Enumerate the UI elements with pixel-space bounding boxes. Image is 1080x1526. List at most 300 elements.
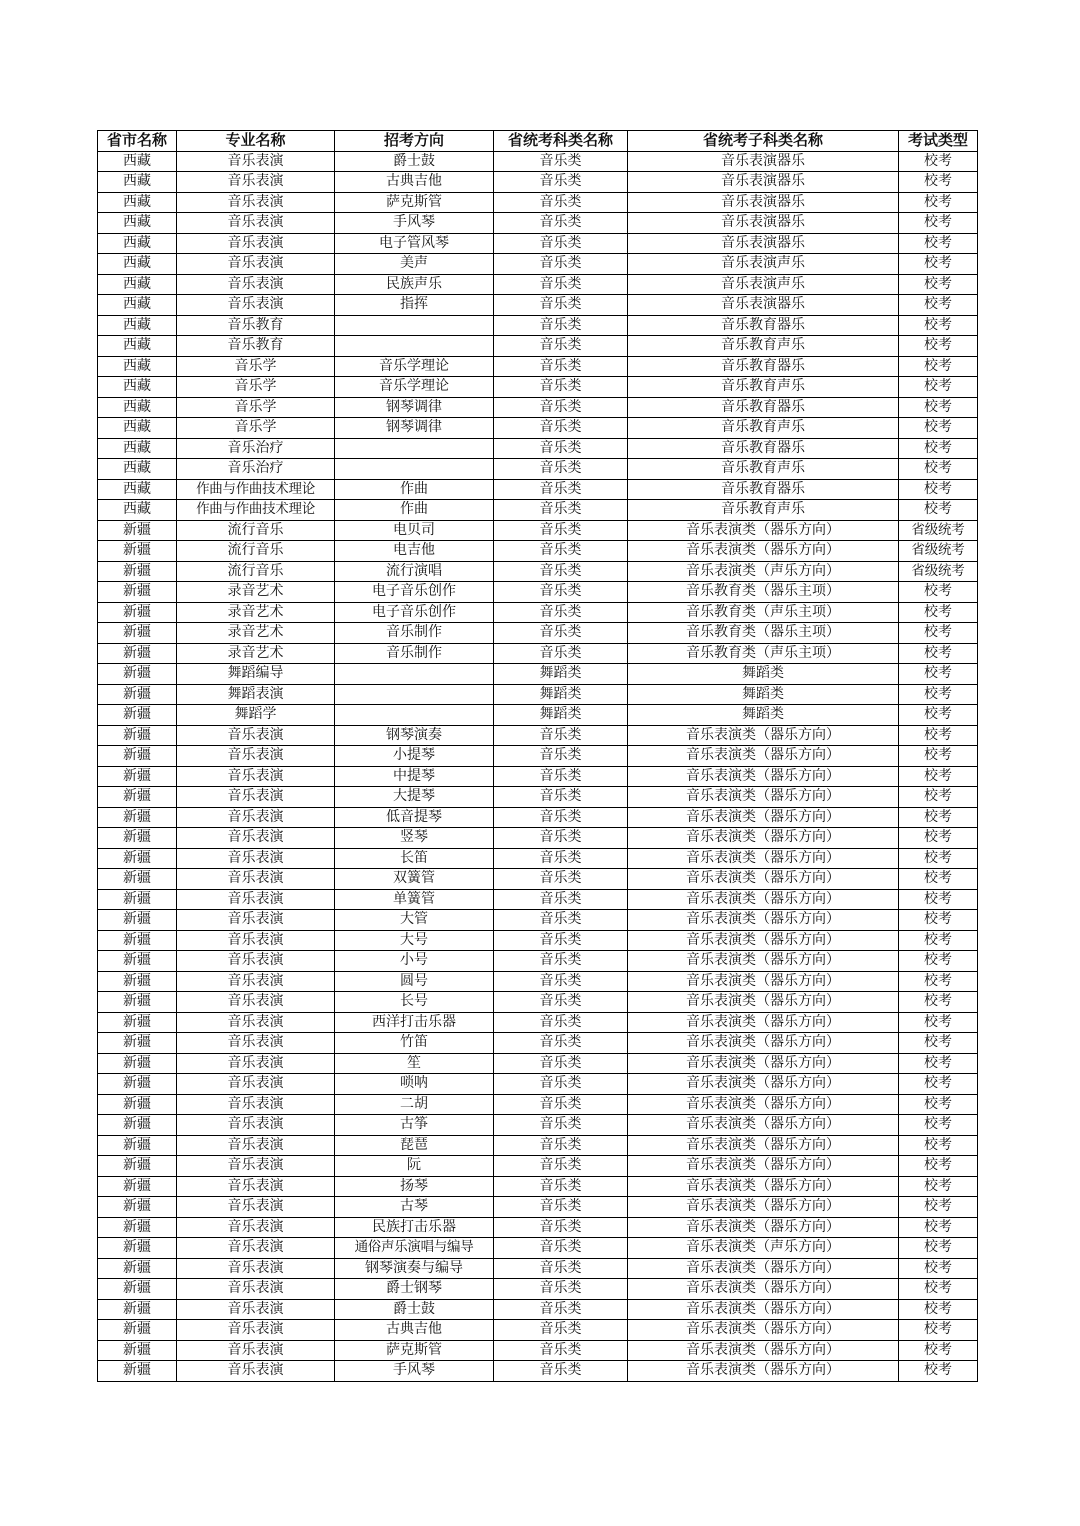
category-cell: 音乐类	[494, 1320, 628, 1341]
subcategory-cell: 音乐表演类（器乐方向）	[628, 1197, 899, 1218]
exam-type-cell: 校考	[899, 151, 978, 172]
subcategory-cell: 音乐表演类（器乐方向）	[628, 1176, 899, 1197]
category-cell: 音乐类	[494, 1299, 628, 1320]
direction-cell: 电贝司	[335, 520, 494, 541]
major-cell: 音乐表演	[177, 1320, 335, 1341]
major-cell: 音乐表演	[177, 746, 335, 767]
table-row	[98, 336, 978, 357]
category-cell: 音乐类	[494, 807, 628, 828]
table-row	[98, 356, 978, 377]
subcategory-cell: 音乐表演声乐	[628, 274, 899, 295]
major-cell: 音乐表演	[177, 1299, 335, 1320]
major-cell: 音乐表演	[177, 295, 335, 316]
table-row	[98, 889, 978, 910]
major-cell: 音乐表演	[177, 172, 335, 193]
major-cell: 音乐学	[177, 397, 335, 418]
major-cell: 音乐表演	[177, 971, 335, 992]
table-row	[98, 582, 978, 603]
category-cell: 音乐类	[494, 582, 628, 603]
province-cell: 新疆	[98, 725, 177, 746]
direction-cell: 笙	[335, 1053, 494, 1074]
category-cell: 音乐类	[494, 274, 628, 295]
province-cell: 新疆	[98, 1258, 177, 1279]
subcategory-cell: 音乐表演类（器乐方向）	[628, 787, 899, 808]
subcategory-cell: 音乐表演类（器乐方向）	[628, 869, 899, 890]
category-cell: 音乐类	[494, 930, 628, 951]
table-row	[98, 1320, 978, 1341]
table-row	[98, 1053, 978, 1074]
exam-type-cell: 校考	[899, 1033, 978, 1054]
category-cell: 音乐类	[494, 561, 628, 582]
direction-cell: 手风琴	[335, 213, 494, 234]
header-major: 专业名称	[177, 131, 335, 152]
category-cell: 音乐类	[494, 643, 628, 664]
province-cell: 西藏	[98, 254, 177, 275]
province-cell: 西藏	[98, 274, 177, 295]
province-cell: 西藏	[98, 438, 177, 459]
exam-type-cell: 校考	[899, 725, 978, 746]
direction-cell	[335, 438, 494, 459]
major-cell: 音乐学	[177, 356, 335, 377]
major-cell: 音乐教育	[177, 315, 335, 336]
province-cell: 新疆	[98, 1279, 177, 1300]
major-cell: 音乐学	[177, 377, 335, 398]
exam-type-cell: 校考	[899, 746, 978, 767]
table-row	[98, 1279, 978, 1300]
subcategory-cell: 音乐表演类（器乐方向）	[628, 1115, 899, 1136]
exam-type-cell: 校考	[899, 479, 978, 500]
subcategory-cell: 音乐表演类（器乐方向）	[628, 1279, 899, 1300]
major-cell: 舞蹈学	[177, 705, 335, 726]
direction-cell: 爵士鼓	[335, 151, 494, 172]
category-cell: 音乐类	[494, 910, 628, 931]
province-cell: 新疆	[98, 746, 177, 767]
table-row	[98, 151, 978, 172]
exam-type-cell: 校考	[899, 1361, 978, 1382]
subcategory-cell: 音乐表演类（声乐方向）	[628, 561, 899, 582]
category-cell: 音乐类	[494, 766, 628, 787]
exam-type-cell: 校考	[899, 1238, 978, 1259]
subcategory-cell: 音乐表演类（器乐方向）	[628, 1217, 899, 1238]
table-row	[98, 213, 978, 234]
major-cell: 作曲与作曲技术理论	[177, 500, 335, 521]
exam-type-cell: 校考	[899, 971, 978, 992]
exam-type-cell: 校考	[899, 930, 978, 951]
table-row	[98, 602, 978, 623]
direction-cell: 音乐学理论	[335, 377, 494, 398]
category-cell: 音乐类	[494, 623, 628, 644]
province-cell: 新疆	[98, 1217, 177, 1238]
major-cell: 音乐表演	[177, 1135, 335, 1156]
direction-cell: 音乐制作	[335, 623, 494, 644]
direction-cell: 琵琶	[335, 1135, 494, 1156]
major-cell: 音乐表演	[177, 1361, 335, 1382]
direction-cell: 中提琴	[335, 766, 494, 787]
category-cell: 音乐类	[494, 315, 628, 336]
major-cell: 音乐表演	[177, 1176, 335, 1197]
category-cell: 音乐类	[494, 869, 628, 890]
table-row	[98, 172, 978, 193]
direction-cell	[335, 459, 494, 480]
exam-type-cell: 校考	[899, 1053, 978, 1074]
subcategory-cell: 音乐表演类（器乐方向）	[628, 1053, 899, 1074]
category-cell: 音乐类	[494, 1115, 628, 1136]
direction-cell: 古筝	[335, 1115, 494, 1136]
exam-type-cell: 校考	[899, 397, 978, 418]
category-cell: 音乐类	[494, 438, 628, 459]
province-cell: 新疆	[98, 664, 177, 685]
category-cell: 音乐类	[494, 192, 628, 213]
exam-type-cell: 校考	[899, 295, 978, 316]
exam-type-cell: 省级统考	[899, 561, 978, 582]
exam-type-cell: 校考	[899, 951, 978, 972]
direction-cell: 单簧管	[335, 889, 494, 910]
category-cell: 音乐类	[494, 172, 628, 193]
direction-cell: 电子音乐创作	[335, 582, 494, 603]
category-cell: 音乐类	[494, 397, 628, 418]
table-row	[98, 295, 978, 316]
direction-cell	[335, 315, 494, 336]
table-row	[98, 377, 978, 398]
direction-cell	[335, 705, 494, 726]
table-row	[98, 520, 978, 541]
major-cell: 音乐表演	[177, 1197, 335, 1218]
direction-cell: 作曲	[335, 479, 494, 500]
exam-type-cell: 校考	[899, 459, 978, 480]
subcategory-cell: 音乐表演器乐	[628, 192, 899, 213]
major-cell: 音乐教育	[177, 336, 335, 357]
subcategory-cell: 音乐表演类（器乐方向）	[628, 992, 899, 1013]
exam-type-cell: 校考	[899, 418, 978, 439]
major-cell: 舞蹈表演	[177, 684, 335, 705]
exam-type-cell: 校考	[899, 623, 978, 644]
direction-cell	[335, 664, 494, 685]
subcategory-cell: 音乐教育器乐	[628, 479, 899, 500]
exam-type-cell: 校考	[899, 1115, 978, 1136]
table-row	[98, 684, 978, 705]
province-cell: 新疆	[98, 1033, 177, 1054]
table-row	[98, 459, 978, 480]
exam-type-cell: 校考	[899, 192, 978, 213]
subcategory-cell: 舞蹈类	[628, 664, 899, 685]
table-row	[98, 274, 978, 295]
table-row	[98, 561, 978, 582]
category-cell: 音乐类	[494, 1361, 628, 1382]
category-cell: 音乐类	[494, 520, 628, 541]
exam-type-cell: 省级统考	[899, 520, 978, 541]
subcategory-cell: 音乐表演类（器乐方向）	[628, 725, 899, 746]
table-row	[98, 1340, 978, 1361]
exam-type-cell: 校考	[899, 356, 978, 377]
subcategory-cell: 音乐表演类（器乐方向）	[628, 848, 899, 869]
table-row	[98, 1135, 978, 1156]
exam-type-cell: 校考	[899, 274, 978, 295]
province-cell: 西藏	[98, 356, 177, 377]
table-row	[98, 971, 978, 992]
table-row	[98, 1094, 978, 1115]
category-cell: 音乐类	[494, 1176, 628, 1197]
province-cell: 新疆	[98, 1238, 177, 1259]
exam-type-cell: 校考	[899, 172, 978, 193]
subcategory-cell: 音乐教育声乐	[628, 336, 899, 357]
exam-type-cell: 校考	[899, 684, 978, 705]
table-row	[98, 828, 978, 849]
exam-type-cell: 校考	[899, 1279, 978, 1300]
major-cell: 音乐表演	[177, 1238, 335, 1259]
table-row	[98, 725, 978, 746]
exam-type-cell: 校考	[899, 1156, 978, 1177]
major-cell: 作曲与作曲技术理论	[177, 479, 335, 500]
major-cell: 录音艺术	[177, 582, 335, 603]
province-cell: 新疆	[98, 848, 177, 869]
exam-type-cell: 校考	[899, 1176, 978, 1197]
table-row	[98, 1197, 978, 1218]
category-cell: 音乐类	[494, 479, 628, 500]
category-cell: 音乐类	[494, 1074, 628, 1095]
category-cell: 音乐类	[494, 1012, 628, 1033]
major-cell: 音乐表演	[177, 889, 335, 910]
table-row	[98, 397, 978, 418]
province-cell: 新疆	[98, 1012, 177, 1033]
category-cell: 音乐类	[494, 418, 628, 439]
province-cell: 新疆	[98, 623, 177, 644]
major-cell: 音乐表演	[177, 1033, 335, 1054]
table-row	[98, 746, 978, 767]
province-cell: 新疆	[98, 930, 177, 951]
major-cell: 音乐表演	[177, 1012, 335, 1033]
exam-type-cell: 校考	[899, 233, 978, 254]
table-header	[98, 131, 978, 152]
major-cell: 录音艺术	[177, 643, 335, 664]
exam-type-cell: 校考	[899, 582, 978, 603]
table-row	[98, 233, 978, 254]
province-cell: 西藏	[98, 418, 177, 439]
major-cell: 音乐表演	[177, 274, 335, 295]
exam-type-cell: 校考	[899, 1320, 978, 1341]
province-cell: 新疆	[98, 1135, 177, 1156]
subcategory-cell: 音乐表演类（器乐方向）	[628, 1156, 899, 1177]
major-cell: 音乐表演	[177, 725, 335, 746]
exam-type-cell: 校考	[899, 807, 978, 828]
major-cell: 流行音乐	[177, 541, 335, 562]
direction-cell: 低音提琴	[335, 807, 494, 828]
admissions-table	[97, 130, 978, 1382]
subcategory-cell: 音乐表演类（器乐方向）	[628, 971, 899, 992]
major-cell: 音乐表演	[177, 1094, 335, 1115]
subcategory-cell: 音乐表演器乐	[628, 213, 899, 234]
province-cell: 西藏	[98, 295, 177, 316]
major-cell: 流行音乐	[177, 520, 335, 541]
category-cell: 音乐类	[494, 500, 628, 521]
category-cell: 音乐类	[494, 254, 628, 275]
table-row	[98, 479, 978, 500]
table-row	[98, 1074, 978, 1095]
subcategory-cell: 音乐表演类（器乐方向）	[628, 828, 899, 849]
table-row	[98, 705, 978, 726]
subcategory-cell: 音乐表演类（器乐方向）	[628, 1340, 899, 1361]
table-row	[98, 664, 978, 685]
province-cell: 新疆	[98, 1156, 177, 1177]
header-direction: 招考方向	[335, 131, 494, 152]
category-cell: 舞蹈类	[494, 705, 628, 726]
direction-cell: 大提琴	[335, 787, 494, 808]
subcategory-cell: 音乐教育类（声乐主项）	[628, 643, 899, 664]
direction-cell: 爵士鼓	[335, 1299, 494, 1320]
major-cell: 音乐表演	[177, 766, 335, 787]
province-cell: 新疆	[98, 520, 177, 541]
direction-cell: 萨克斯管	[335, 192, 494, 213]
direction-cell: 电子音乐创作	[335, 602, 494, 623]
direction-cell: 民族声乐	[335, 274, 494, 295]
direction-cell: 作曲	[335, 500, 494, 521]
direction-cell: 钢琴演奏与编导	[335, 1258, 494, 1279]
category-cell: 音乐类	[494, 1053, 628, 1074]
category-cell: 音乐类	[494, 1135, 628, 1156]
major-cell: 音乐表演	[177, 848, 335, 869]
major-cell: 音乐表演	[177, 192, 335, 213]
exam-type-cell: 校考	[899, 1012, 978, 1033]
exam-type-cell: 校考	[899, 602, 978, 623]
province-cell: 新疆	[98, 541, 177, 562]
exam-type-cell: 校考	[899, 1094, 978, 1115]
category-cell: 音乐类	[494, 787, 628, 808]
category-cell: 音乐类	[494, 602, 628, 623]
direction-cell: 钢琴调律	[335, 418, 494, 439]
category-cell: 音乐类	[494, 1340, 628, 1361]
direction-cell: 长笛	[335, 848, 494, 869]
exam-type-cell: 校考	[899, 869, 978, 890]
exam-type-cell: 省级统考	[899, 541, 978, 562]
direction-cell: 小号	[335, 951, 494, 972]
province-cell: 新疆	[98, 582, 177, 603]
direction-cell: 竹笛	[335, 1033, 494, 1054]
category-cell: 音乐类	[494, 151, 628, 172]
major-cell: 音乐表演	[177, 930, 335, 951]
province-cell: 新疆	[98, 992, 177, 1013]
category-cell: 舞蹈类	[494, 664, 628, 685]
subcategory-cell: 音乐教育器乐	[628, 356, 899, 377]
subcategory-cell: 音乐表演类（器乐方向）	[628, 930, 899, 951]
major-cell: 音乐表演	[177, 151, 335, 172]
table-row	[98, 1176, 978, 1197]
table-row	[98, 848, 978, 869]
direction-cell: 通俗声乐演唱与编导	[335, 1238, 494, 1259]
direction-cell: 音乐学理论	[335, 356, 494, 377]
exam-type-cell: 校考	[899, 315, 978, 336]
direction-cell: 古典吉他	[335, 1320, 494, 1341]
category-cell: 音乐类	[494, 336, 628, 357]
subcategory-cell: 音乐教育类（声乐主项）	[628, 602, 899, 623]
province-cell: 新疆	[98, 1340, 177, 1361]
province-cell: 新疆	[98, 1320, 177, 1341]
table-row	[98, 766, 978, 787]
province-cell: 新疆	[98, 807, 177, 828]
province-cell: 新疆	[98, 889, 177, 910]
header-subcategory: 省统考子科类名称	[628, 131, 899, 152]
province-cell: 新疆	[98, 910, 177, 931]
exam-type-cell: 校考	[899, 254, 978, 275]
table-row	[98, 1238, 978, 1259]
table-row	[98, 418, 978, 439]
subcategory-cell: 音乐表演类（器乐方向）	[628, 541, 899, 562]
direction-cell: 大管	[335, 910, 494, 931]
category-cell: 音乐类	[494, 377, 628, 398]
category-cell: 音乐类	[494, 459, 628, 480]
category-cell: 音乐类	[494, 1094, 628, 1115]
direction-cell: 钢琴演奏	[335, 725, 494, 746]
province-cell: 新疆	[98, 561, 177, 582]
direction-cell: 长号	[335, 992, 494, 1013]
province-cell: 西藏	[98, 479, 177, 500]
subcategory-cell: 音乐表演类（器乐方向）	[628, 766, 899, 787]
province-cell: 新疆	[98, 1074, 177, 1095]
category-cell: 音乐类	[494, 828, 628, 849]
subcategory-cell: 音乐表演类（器乐方向）	[628, 746, 899, 767]
subcategory-cell: 音乐表演类（器乐方向）	[628, 1258, 899, 1279]
exam-type-cell: 校考	[899, 828, 978, 849]
exam-type-cell: 校考	[899, 213, 978, 234]
exam-type-cell: 校考	[899, 1258, 978, 1279]
province-cell: 西藏	[98, 233, 177, 254]
category-cell: 音乐类	[494, 971, 628, 992]
category-cell: 音乐类	[494, 1279, 628, 1300]
subcategory-cell: 音乐表演器乐	[628, 295, 899, 316]
direction-cell: 二胡	[335, 1094, 494, 1115]
table-body	[98, 151, 978, 1381]
province-cell: 新疆	[98, 869, 177, 890]
province-cell: 新疆	[98, 787, 177, 808]
exam-type-cell: 校考	[899, 336, 978, 357]
subcategory-cell: 音乐教育器乐	[628, 397, 899, 418]
subcategory-cell: 音乐表演类（器乐方向）	[628, 1074, 899, 1095]
category-cell: 音乐类	[494, 233, 628, 254]
direction-cell: 电吉他	[335, 541, 494, 562]
major-cell: 音乐表演	[177, 1217, 335, 1238]
subcategory-cell: 音乐表演声乐	[628, 254, 899, 275]
subcategory-cell: 音乐表演类（器乐方向）	[628, 1361, 899, 1382]
exam-type-cell: 校考	[899, 664, 978, 685]
direction-cell: 小提琴	[335, 746, 494, 767]
table-row	[98, 1361, 978, 1382]
category-cell: 音乐类	[494, 1238, 628, 1259]
table-row	[98, 1217, 978, 1238]
direction-cell: 萨克斯管	[335, 1340, 494, 1361]
subcategory-cell: 音乐表演类（器乐方向）	[628, 1094, 899, 1115]
table-row	[98, 500, 978, 521]
province-cell: 西藏	[98, 377, 177, 398]
subcategory-cell: 音乐表演类（器乐方向）	[628, 951, 899, 972]
province-cell: 新疆	[98, 602, 177, 623]
province-cell: 西藏	[98, 315, 177, 336]
category-cell: 音乐类	[494, 295, 628, 316]
major-cell: 流行音乐	[177, 561, 335, 582]
province-cell: 新疆	[98, 1094, 177, 1115]
subcategory-cell: 音乐教育类（器乐主项）	[628, 582, 899, 603]
province-cell: 新疆	[98, 1361, 177, 1382]
province-cell: 新疆	[98, 951, 177, 972]
province-cell: 西藏	[98, 459, 177, 480]
subcategory-cell: 音乐教育声乐	[628, 500, 899, 521]
subcategory-cell: 音乐表演类（声乐方向）	[628, 1238, 899, 1259]
direction-cell: 扬琴	[335, 1176, 494, 1197]
exam-type-cell: 校考	[899, 889, 978, 910]
major-cell: 音乐表演	[177, 1074, 335, 1095]
province-cell: 新疆	[98, 643, 177, 664]
table-row	[98, 1156, 978, 1177]
table-row	[98, 192, 978, 213]
subcategory-cell: 音乐表演类（器乐方向）	[628, 1033, 899, 1054]
province-cell: 西藏	[98, 213, 177, 234]
